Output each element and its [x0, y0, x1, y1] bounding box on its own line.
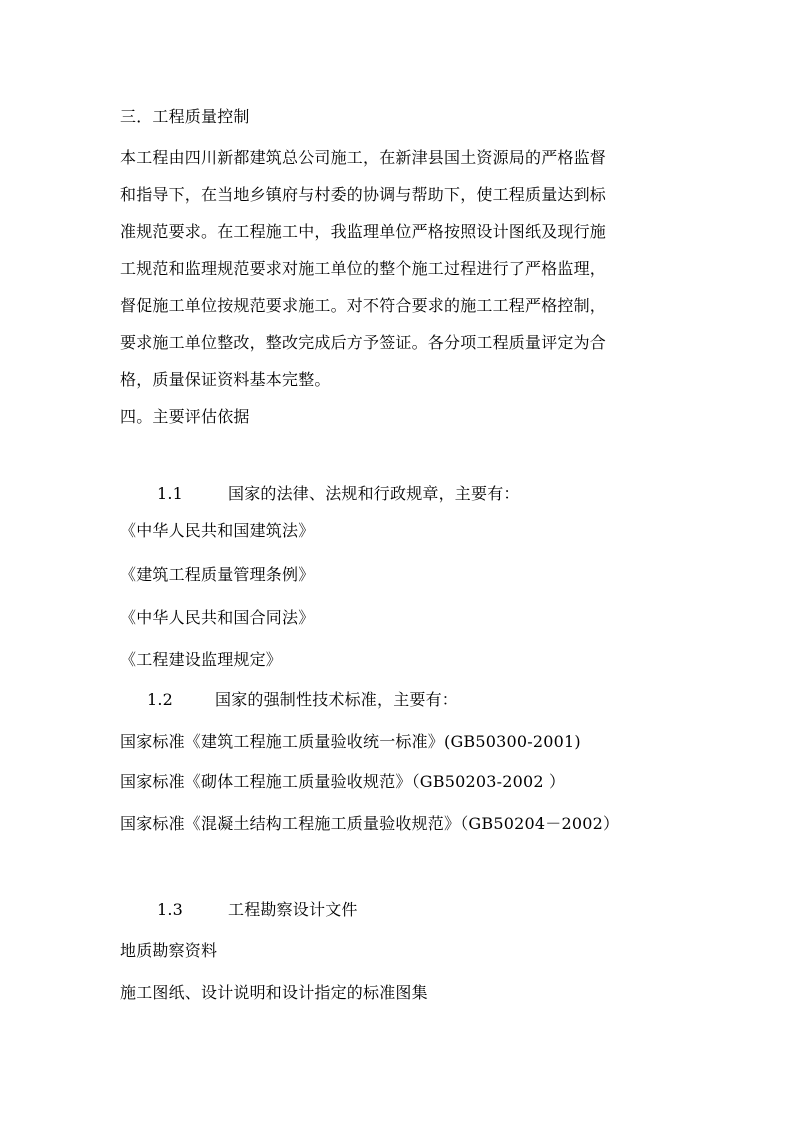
item-1-2-text: 国家的强制性技术标准，主要有：	[215, 690, 459, 709]
paragraph-line: 格，质量保证资料基本完整。	[120, 370, 331, 389]
paragraph-line: 工规范和监理规范要求对施工单位的整个施工过程进行了严格监理，	[120, 259, 607, 278]
standard-title: 国家标准《砌体工程施工质量验收规范》（GB50203-2002 ）	[120, 772, 566, 791]
paragraph-line: 本工程由四川新都建筑总公司施工，在新津县国土资源局的严格监督	[120, 148, 607, 167]
law-title: 《工程建设监理规定》	[120, 650, 283, 669]
paragraph-line: 准规范要求。在工程施工中，我监理单位严格按照设计图纸及现行施	[120, 222, 607, 241]
design-doc-title: 施工图纸、设计说明和设计指定的标准图集	[120, 983, 428, 1002]
standard-title: 国家标准《混凝土结构工程施工质量验收规范》（GB50204－2002）	[120, 814, 620, 833]
paragraph-line: 督促施工单位按规范要求施工。对不符合要求的施工工程严格控制，	[120, 296, 607, 315]
paragraph-line: 要求施工单位整改，整改完成后方予签证。各分项工程质量评定为合	[120, 333, 607, 352]
item-1-3-text: 工程勘察设计文件	[228, 900, 358, 919]
section-3-heading: 三．工程质量控制	[120, 107, 250, 126]
item-1-2-number: 1.2	[147, 690, 174, 709]
law-title: 《中华人民共和国建筑法》	[120, 521, 315, 540]
law-title: 《中华人民共和国合同法》	[120, 608, 315, 627]
standard-title: 国家标准《建筑工程施工质量验收统一标准》(GB50300-2001)	[120, 732, 581, 751]
law-title: 《建筑工程质量管理条例》	[120, 565, 315, 584]
paragraph-line: 和指导下，在当地乡镇府与村委的协调与帮助下，使工程质量达到标	[120, 185, 607, 204]
design-doc-title: 地质勘察资料	[120, 941, 218, 960]
item-1-1-text: 国家的法律、法规和行政规章，主要有：	[228, 484, 520, 503]
item-1-3-number: 1.3	[157, 900, 184, 919]
section-4-heading: 四。主要评估依据	[120, 407, 250, 426]
item-1-1-number: 1.1	[157, 484, 184, 503]
